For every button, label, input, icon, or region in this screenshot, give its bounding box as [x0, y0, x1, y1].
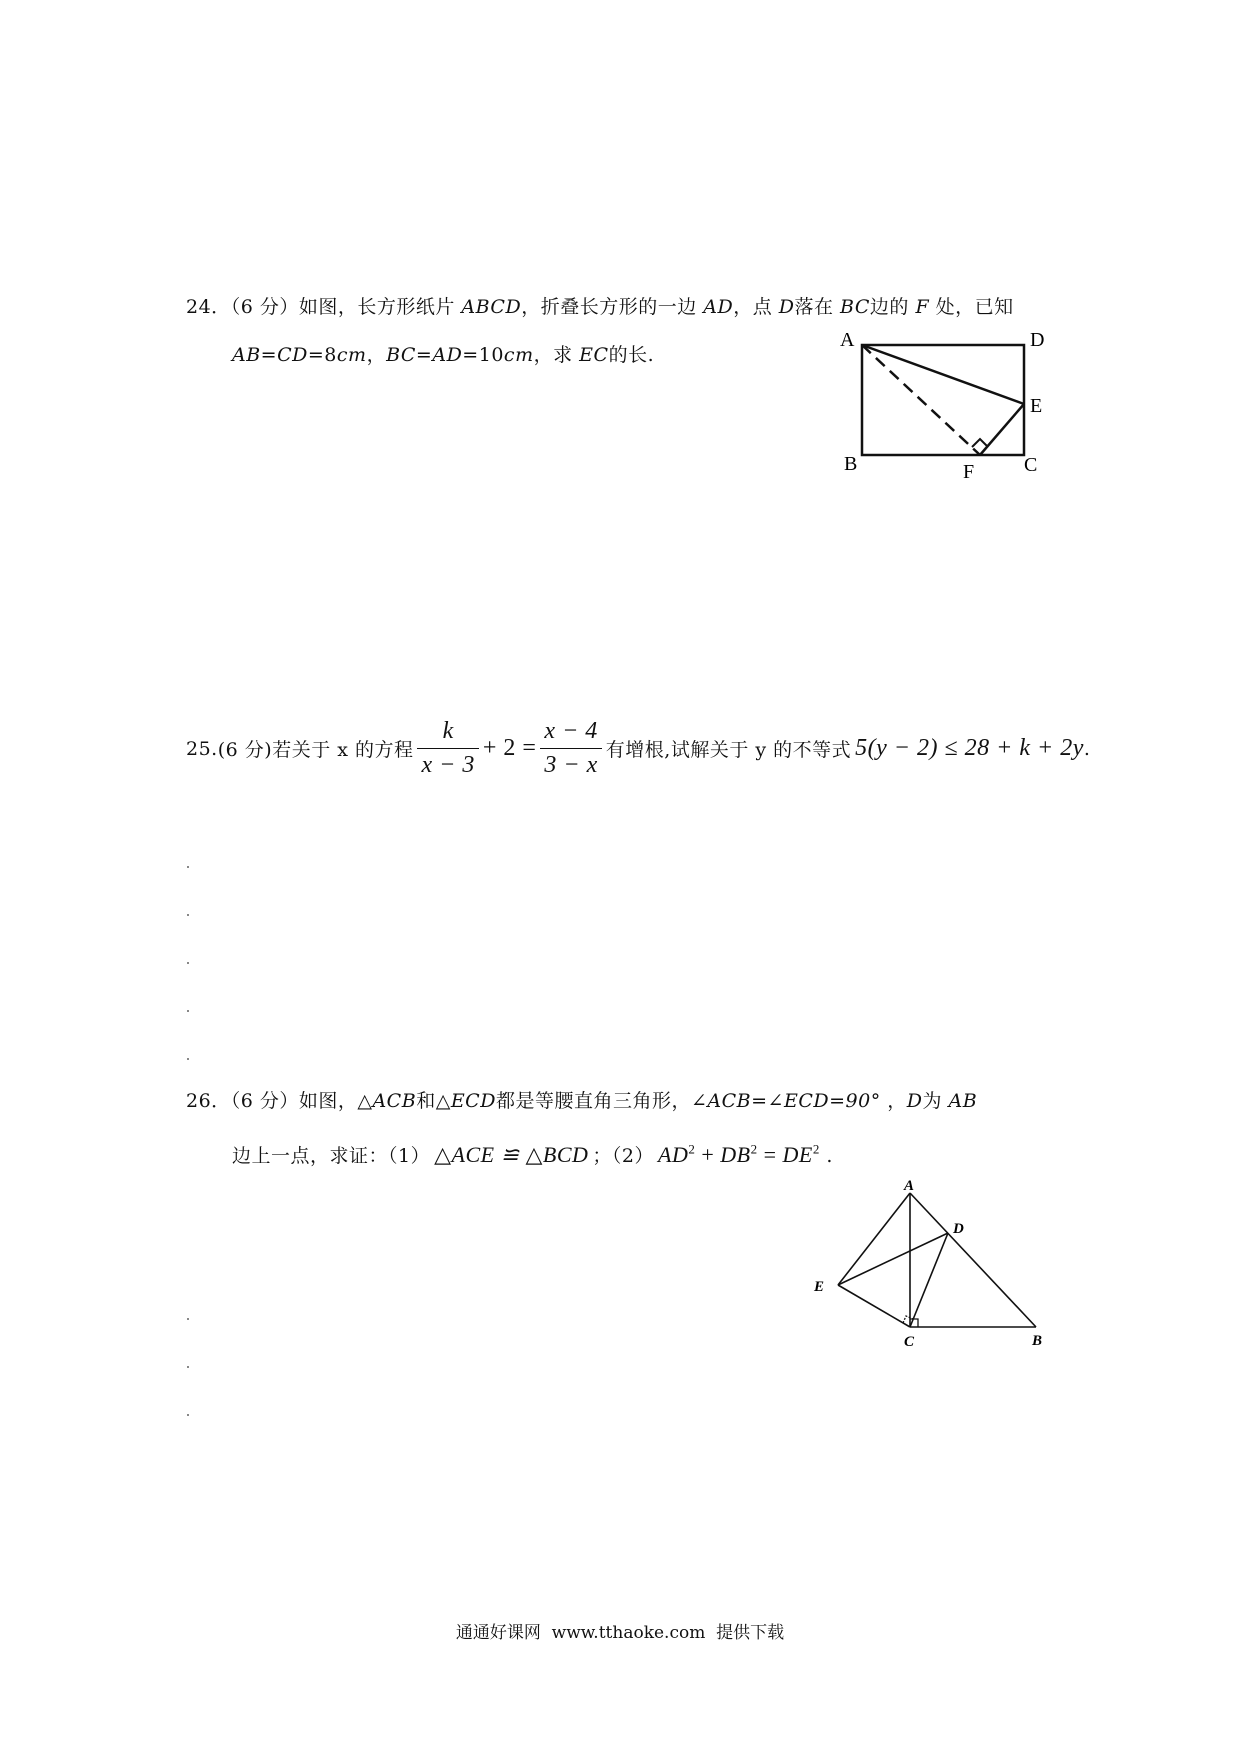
q25-fraction-2-numerator: x − 4 [540, 718, 601, 749]
q25-score: (6 分) [217, 739, 273, 761]
q26-eq-op: = [757, 1142, 783, 1167]
q24-text: 处，已知 [929, 296, 1014, 318]
q24-label-d: D [1030, 329, 1045, 351]
q24-line-1 [186, 292, 1014, 319]
q24-var: AD [703, 296, 734, 318]
margin-dot [187, 1010, 189, 1012]
q26-square: 2 [750, 1141, 758, 1157]
q25-text: 有增根,试解关于 y 的不等式 [605, 739, 852, 761]
q26-line-2 [232, 1141, 833, 1168]
q26-label-a: A [904, 1180, 915, 1194]
q26-eq-op: + [695, 1142, 721, 1167]
q26-number: 26． [186, 1090, 231, 1112]
q26-score: （6 分） [230, 1090, 299, 1112]
margin-dot [187, 1318, 189, 1320]
q25-fraction-2 [540, 718, 601, 779]
q24-var: BC [840, 296, 870, 318]
q26-label-e: E [814, 1279, 825, 1295]
q24-number: 24． [186, 296, 231, 318]
q24-figure [830, 318, 1070, 488]
q26-text: 为 [922, 1090, 949, 1112]
q24-unit: cm [503, 344, 534, 366]
q26-text: ；（2） [592, 1145, 655, 1167]
q26-label-b: B [1032, 1333, 1043, 1349]
q26-eq-ad: AD [658, 1142, 689, 1167]
q26-angles: ∠ACB=∠ECD=90° [690, 1090, 881, 1112]
margin-dot [187, 1414, 189, 1416]
q25-fraction-1-denominator: x − 3 [421, 752, 475, 778]
q26-line-1 [186, 1086, 977, 1113]
q24-var: ABCD [461, 296, 522, 318]
q26-segment-ae [838, 1193, 910, 1285]
q26-text: 边上一点，求证：（1） [232, 1145, 431, 1167]
q24-text: 的长. [608, 344, 655, 366]
q25-inequality: 5(y − 2) ≤ 28 + k + 2y [855, 735, 1084, 761]
q24-unit: cm [336, 344, 367, 366]
q24-rectangle [862, 345, 1024, 455]
q24-given: BC=AD= [386, 344, 479, 366]
q24-folded-edge-ef [980, 404, 1024, 455]
q24-var: EC [579, 344, 609, 366]
q26-triangle: △ECD [435, 1090, 496, 1112]
q24-text: ，求 [533, 344, 580, 366]
q24-label-e: E [1030, 395, 1043, 417]
q26-triangle: △ACB [357, 1090, 417, 1112]
q26-segment-ab [910, 1193, 1036, 1327]
q26-figure [810, 1180, 1050, 1355]
q24-given-value: 10 [478, 344, 504, 366]
q26-text: 都是等腰直角三角形， [495, 1090, 691, 1112]
q26-var: AB [948, 1090, 978, 1112]
q26-var: D [906, 1090, 923, 1112]
q24-dashed-af [862, 345, 980, 455]
q24-label-b: B [844, 453, 858, 475]
q26-segment-ed [838, 1233, 948, 1285]
q24-text: 如图，长方形纸片 [298, 296, 462, 318]
q24-given: AB=CD= [232, 344, 325, 366]
footer-text: 通通好课网 www.tthaoke.com 提供下载 [455, 1623, 785, 1643]
q24-text: ，折叠长方形的一边 [521, 296, 704, 318]
q24-var: F [915, 296, 930, 318]
margin-dot [187, 914, 189, 916]
q26-eq-db: DB [720, 1142, 751, 1167]
q26-eq-de: DE [782, 1142, 813, 1167]
q24-line-2 [232, 340, 654, 367]
q26-label-d: D [953, 1221, 964, 1237]
q25-plus-two: + 2 = [482, 735, 537, 761]
margin-dot [187, 1366, 189, 1368]
q26-label-c: C [904, 1334, 915, 1350]
q25-fraction-1-numerator: k [417, 718, 478, 749]
q24-var: D [778, 296, 795, 318]
q26-square: 2 [812, 1141, 820, 1157]
q26-congruence: △ACE ≌ △BCD [434, 1142, 589, 1167]
q24-given-value: 8 [324, 344, 337, 366]
q25-fraction-2-denominator: 3 − x [544, 752, 598, 778]
q24-text: 边的 [869, 296, 916, 318]
q24-right-angle-mark [972, 439, 988, 447]
q24-label-f: F [963, 461, 975, 483]
q24-score: （6 分） [230, 296, 299, 318]
q24-text: 落在 [794, 296, 841, 318]
q24-label-a: A [840, 329, 855, 351]
q24-text: ， [366, 344, 387, 366]
q26-text: ， [880, 1090, 907, 1112]
q26-segment-cd [910, 1233, 948, 1327]
q25-end: . [1083, 737, 1091, 760]
margin-dot [187, 1058, 189, 1060]
q25-text: 若关于 x 的方程 [272, 739, 414, 761]
q24-fold-line-ae [862, 345, 1024, 404]
q24-label-c: C [1024, 454, 1038, 476]
q25-fraction-1 [417, 718, 478, 779]
q26-end: . [819, 1145, 833, 1167]
margin-dot [187, 962, 189, 964]
q26-text: 和 [416, 1090, 436, 1112]
q26-square: 2 [688, 1141, 696, 1157]
q26-segment-ec [838, 1285, 910, 1327]
q26-equation [658, 1142, 820, 1167]
q26-text: 如图， [298, 1090, 358, 1112]
q24-text: ，点 [733, 296, 779, 318]
q25-number: 25. [186, 737, 218, 760]
q25-line [186, 718, 1090, 779]
margin-dot [187, 866, 189, 868]
